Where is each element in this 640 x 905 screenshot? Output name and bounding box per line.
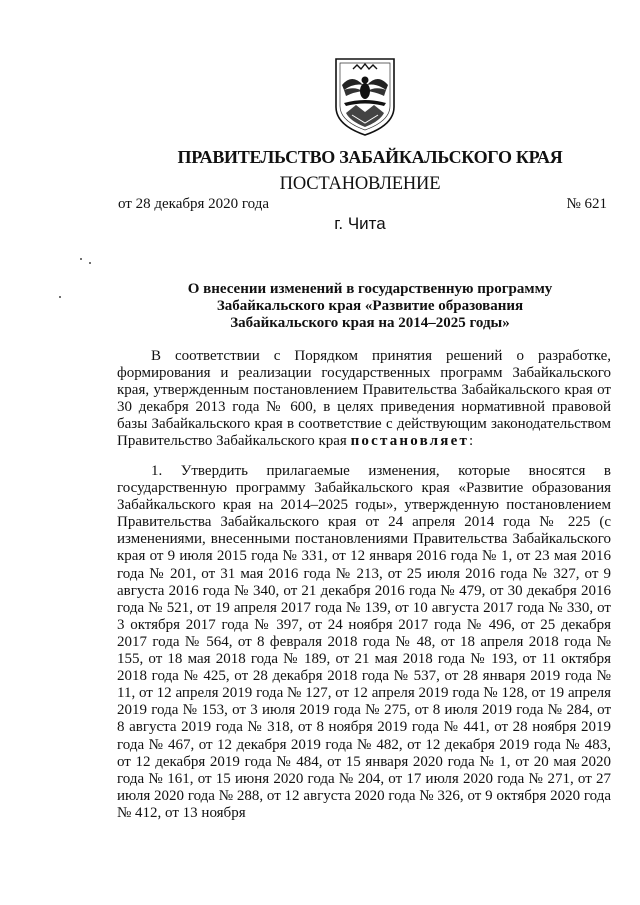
clause-1-paragraph (117, 463, 611, 822)
resolves-keyword: постановляет (350, 433, 470, 450)
government-name: ПРАВИТЕЛЬСТВО ЗАБАЙКАЛЬСКОГО КРАЯ (177, 147, 563, 167)
subject-line-3: Забайкальского края на 2014–2025 годы» (230, 315, 510, 331)
document-date: от 28 декабря 2020 года (118, 196, 270, 212)
scan-speck (89, 262, 91, 264)
coat-of-arms-icon (330, 55, 400, 137)
preamble-paragraph (117, 348, 611, 451)
clause-1-text: 1. Утвердить прилагаемые изменения, которые вносятся в государственную программу Забайкальского края «Развитие образования Забайкальского края на 2014–2025 годы», утвержденную постановлением Правительства Забайкальского края от 24 апреля 2014 года № 225 (с изменениями, внесенными постановлениями Правительства Забайкальского края от 9 июля 2015 года № 331, от 12 января 2016 года № 1, от 23 мая 2016 года № 201, от 31 мая 2016 года № 213, от 25 июля 2016 года № 327, от 9 августа 2016 года № 340, от 21 декабря 2016 года № 479, от 30 декабря 2016 года № 521, от 19 апреля 2017 года № 139, от 10 августа 2017 года № 330, от 3 октября 2017 года № 397, от 24 ноября 2017 года № 496, от 25 декабря 2017 года № 564, от 8 февраля 2018 года № 48, от 18 апреля 2018 года № 155, от 18 мая 2018 года № 189, от 21 мая 2018 года № 193, от 11 октября 2018 года № 425, от 28 декабря 2018 года № 537, от 28 января 2019 года № 11, от 12 апреля 2019 года № 127, от 12 апреля 2019 года № 128, от 19 апреля 2019 года № 153, от 3 июля 2019 года № 275, от 8 июля 2019 года № 284, от 8 августа 2019 года № 318, от 8 ноября 2019 года № 441, от 28 ноября 2019 года № 467, от 12 декабря 2019 года № 482, от 12 декабря 2019 года № 483, от 12 декабря 2019 года № 484, от 15 января 2020 года № 1, от 20 мая 2020 года № 161, от 15 июня 2020 года № 204, от 17 июля 2020 года № 271, от 27 июля 2020 года № 288, от 12 августа 2020 года № 326, от 9 октября 2020 года № 412, от 13 ноября (117, 463, 611, 821)
document-subject (150, 281, 590, 332)
document-city: г. Чита (334, 214, 386, 233)
document-type: ПОСТАНОВЛЕНИЕ (279, 174, 441, 194)
subject-line-1: О внесении изменений в государственную программу (187, 281, 553, 297)
document-number: № 621 (566, 196, 607, 212)
scan-speck (59, 296, 61, 298)
preamble-end: : (469, 433, 474, 450)
preamble-text: В соответствии с Порядком принятия решений о разработке, формирования и реализации государственных программ Забайкальского края, утвержденным постановлением Правительства Забайкальского края от 30 декабря 2013 года № 600, в целях приведения нормативной правовой базы Забайкальского края в соответствие с действующим законодательством Правительство Забайкальского края (117, 348, 611, 450)
subject-line-2: Забайкальского края «Развитие образования (216, 298, 524, 314)
scan-speck (80, 258, 82, 260)
